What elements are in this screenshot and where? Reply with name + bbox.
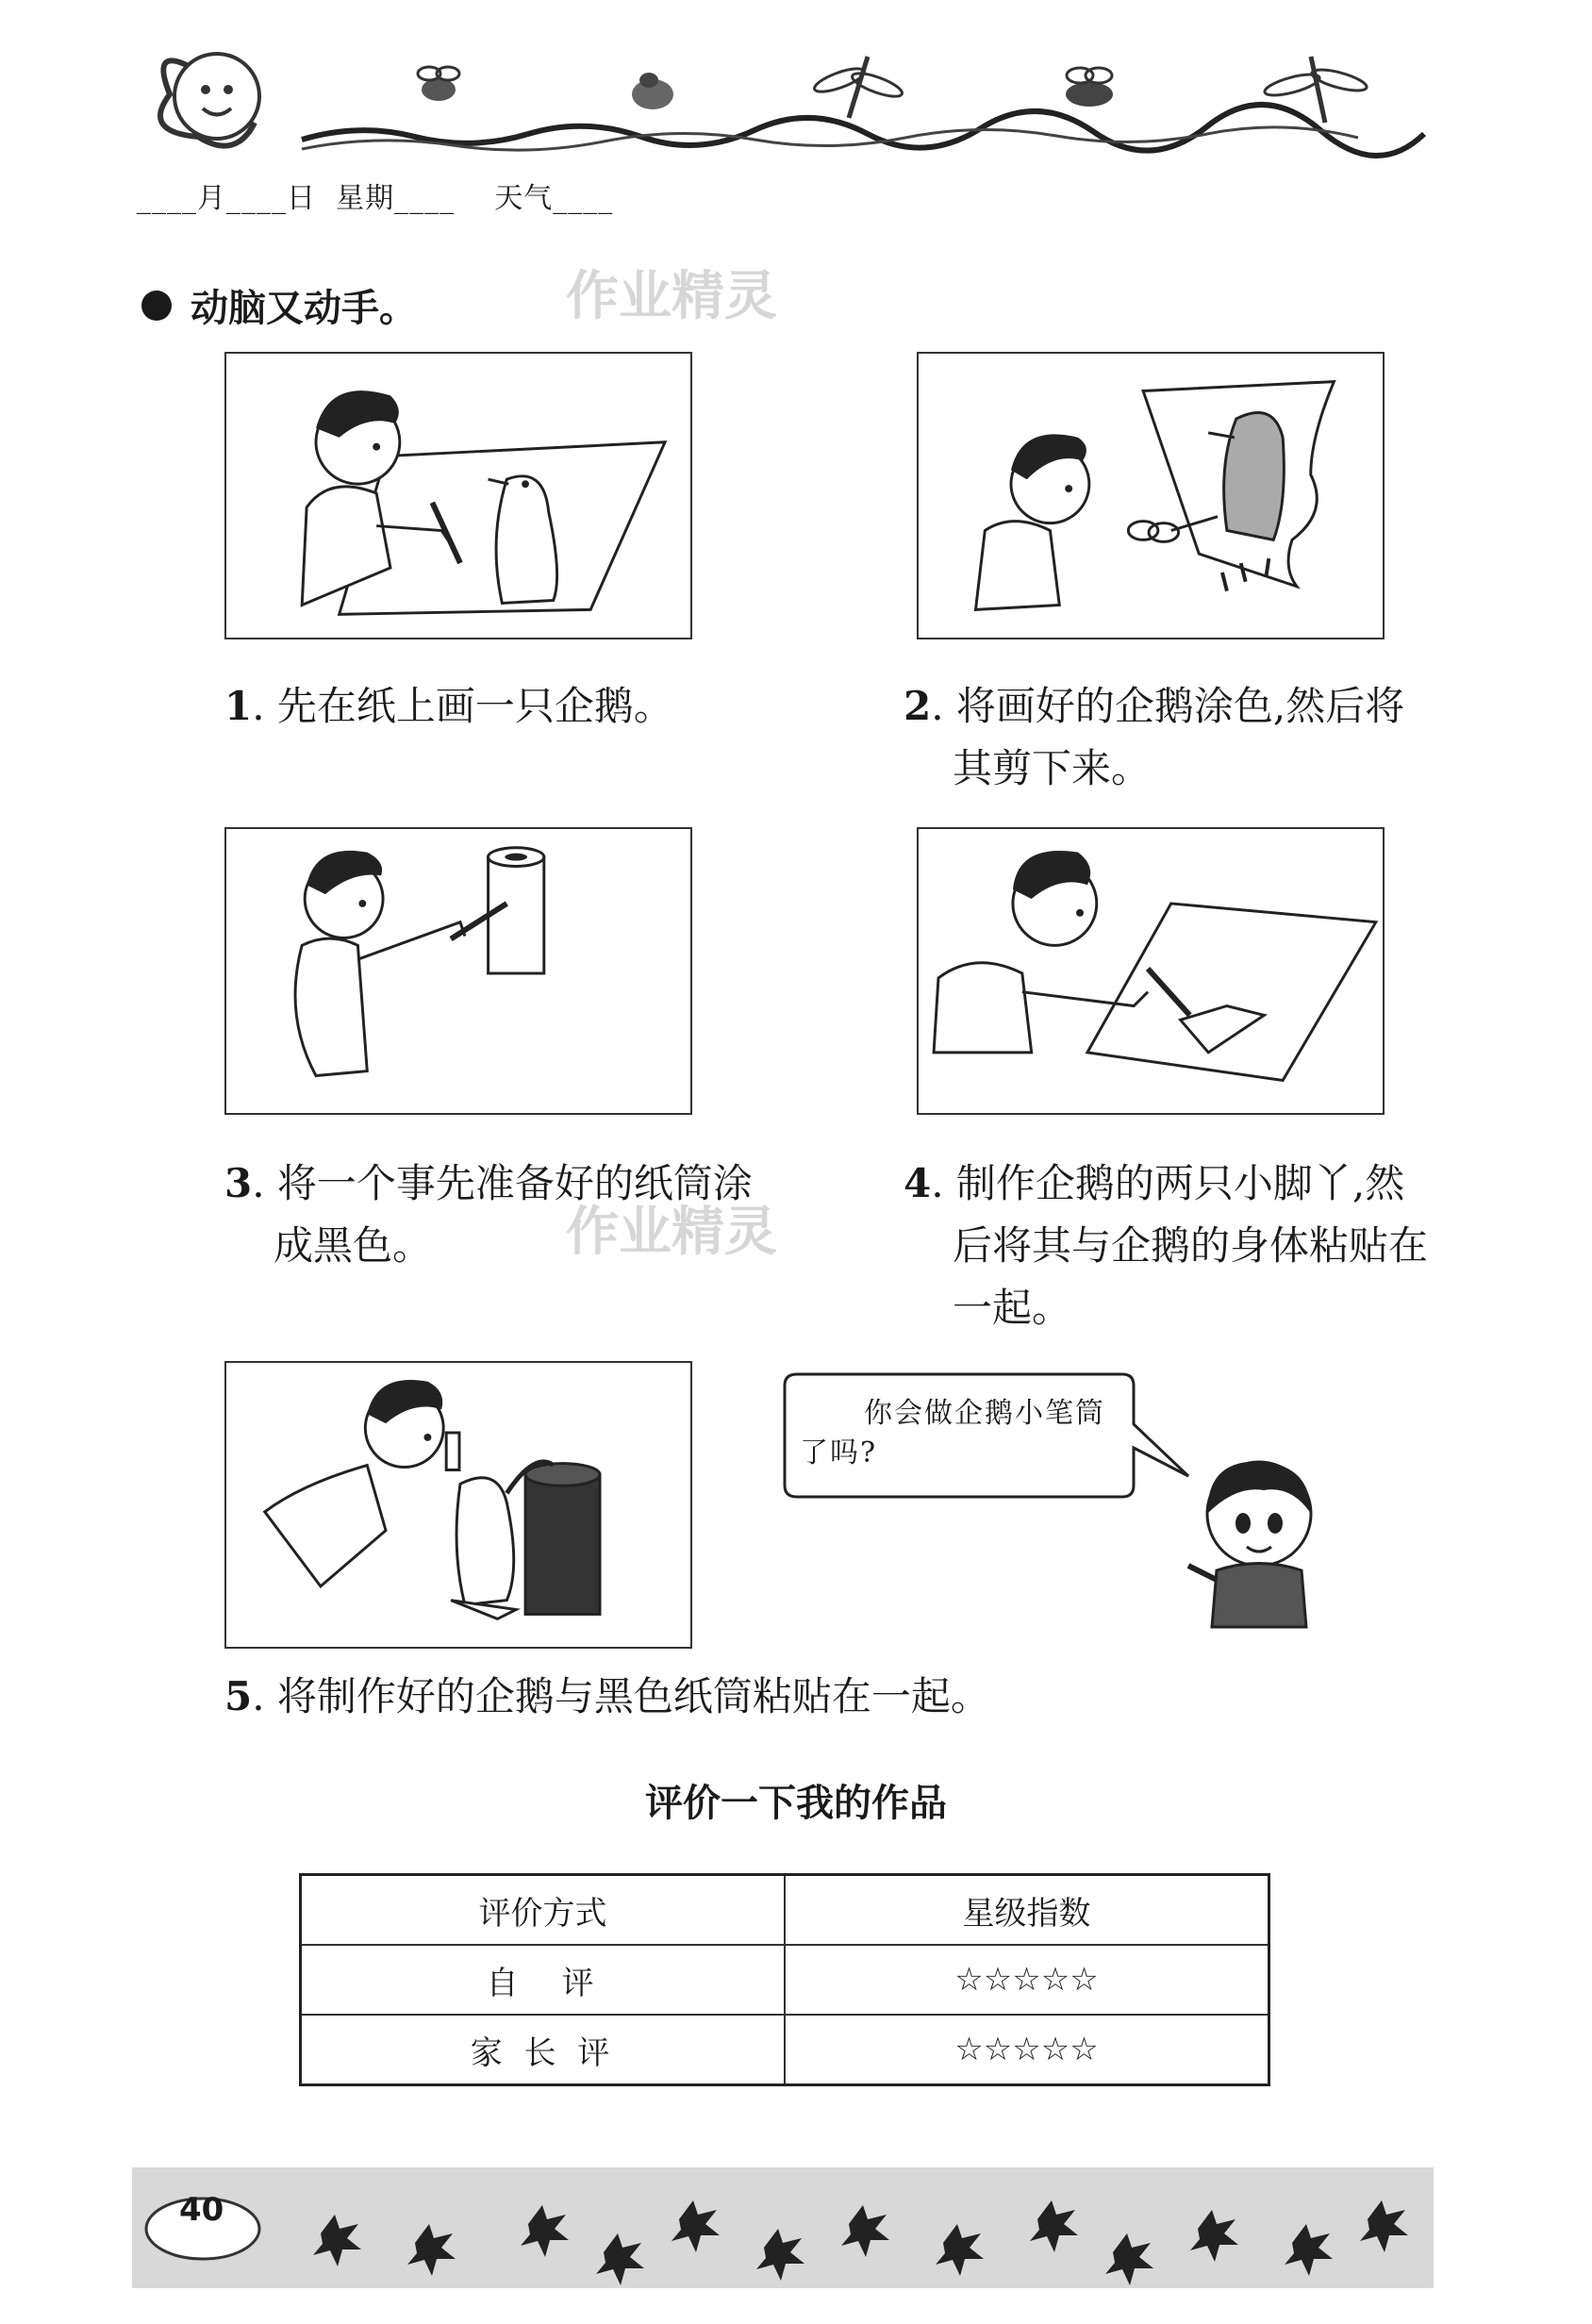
step-2-illustration <box>917 352 1385 639</box>
speech-bubble-text: 你会做企鹅小笔筒了吗? <box>800 1397 1105 1469</box>
column-header: 评价方式 <box>301 1875 786 1946</box>
section-title <box>141 278 417 332</box>
date-weather-line: ____月____日 星期____ 天气____ <box>137 182 614 215</box>
step-3-caption: 3. 将一个事先准备好的纸筒涂成黑色。 <box>224 1160 753 1269</box>
eval-method: 自 评 <box>301 1945 786 2015</box>
step-5-caption: 5. 将制作好的企鹅与黑色纸筒粘贴在一起。 <box>224 1673 990 1719</box>
header-decoration <box>132 28 1434 160</box>
sun-icon <box>160 54 259 146</box>
page-number: 40 <box>179 2191 224 2229</box>
eval-method: 家 长 评 <box>301 2015 786 2085</box>
step-4-caption: 4. 制作企鹅的两只小脚丫,然后将其与企鹅的身体粘贴在一起。 <box>904 1160 1429 1331</box>
star-rating[interactable]: ☆☆☆☆☆ <box>785 2015 1269 2085</box>
dragonfly-icon <box>812 57 904 118</box>
section-title-text: 动脑又动手。 <box>191 287 417 330</box>
child-illustration <box>1169 1448 1339 1636</box>
footer-banner <box>132 2167 1434 2288</box>
step-3-illustration <box>224 827 692 1115</box>
butterfly-icon <box>632 73 673 109</box>
wasp-icon <box>1066 68 1113 107</box>
star-rating[interactable]: ☆☆☆☆☆ <box>785 1945 1269 2015</box>
bee-icon <box>418 67 459 101</box>
table-header-row <box>301 1875 1269 1946</box>
step-5-illustration <box>224 1361 692 1649</box>
leaf-icon <box>313 2200 1408 2285</box>
watermark: 作业精灵 <box>566 266 777 327</box>
column-header: 星级指数 <box>785 1875 1269 1946</box>
step-1-illustration <box>224 352 692 639</box>
dragonfly-icon <box>1263 57 1368 123</box>
evaluation-title: 评价一下我的作品 <box>645 1782 947 1825</box>
table-row <box>301 1945 1269 2015</box>
table-row <box>301 2015 1269 2085</box>
evaluation-table <box>299 1873 1270 2086</box>
step-4-illustration <box>917 827 1385 1115</box>
watermark: 作业精灵 <box>566 1202 777 1263</box>
step-2-caption: 2. 将画好的企鹅涂色,然后将其剪下来。 <box>904 683 1405 791</box>
bullet-icon <box>141 290 172 321</box>
step-1-caption: 1. 先在纸上画一只企鹅。 <box>224 683 673 729</box>
